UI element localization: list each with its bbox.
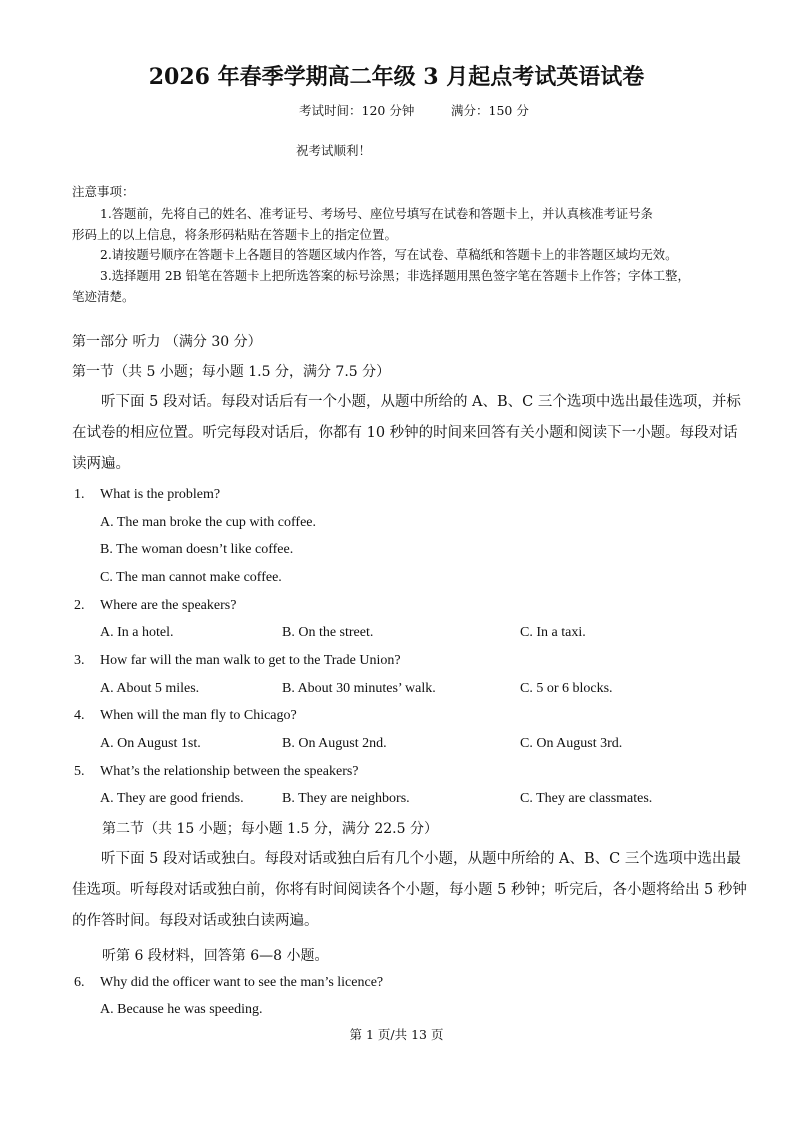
page-title: 2026 年春季学期高二年级 3 月起点考试英语试卷 <box>148 64 645 90</box>
option-a: A. On August 1st. <box>100 736 201 751</box>
part1-heading: 第一部分 听力 （满分 30 分） <box>72 334 262 350</box>
option-c: C. The man cannot make coffee. <box>100 570 282 585</box>
option-c: C. In a taxi. <box>520 625 586 640</box>
question-text: Why did the officer want to see the man’s licence? <box>100 975 384 990</box>
question-text: When will the man fly to Chicago? <box>100 708 297 723</box>
question-text: Where are the speakers? <box>100 598 237 613</box>
question-text: What is the problem? <box>100 487 221 502</box>
option-a: A. In a hotel. <box>100 625 174 640</box>
option-a: A. They are good friends. <box>100 791 244 806</box>
option-c: C. On August 3rd. <box>520 736 623 751</box>
notice-item-1-line-1: 1.答题前，先将自己的姓名、准考证号、考场号、座位号填写在试卷和答题卡上，并认真核准考证号条 <box>100 207 653 221</box>
option-b: B. They are neighbors. <box>282 791 410 806</box>
option-a: A. The man broke the cup with coffee. <box>100 515 317 530</box>
section1-instructions: 听下面 5 段对话。每段对话后有一个小题，从题中所给的 A、B、C 三个选项中选出最佳选项，并标在试卷的相应位置。听完每段对话后，你都有 10 秒钟的时间来回答有关小题和阅读下一小题。每段对话读两遍。 <box>72 394 741 472</box>
notice-item-1-line-2: 形码上的以上信息，将条形码粘贴在答题卡上的指定位置。 <box>72 227 398 242</box>
question-number: 3. <box>74 653 85 668</box>
full-score: 满分：150 分 <box>451 103 529 118</box>
question-number: 4. <box>74 708 85 723</box>
option-a: A. About 5 miles. <box>100 681 200 696</box>
question-number: 2. <box>74 598 85 613</box>
section2-heading: 第二节（共 15 小题；每小题 1.5 分，满分 22.5 分） <box>102 821 438 837</box>
section2-instructions: 听下面 5 段对话或独白。每段对话或独白后有几个小题，从题中所给的 A、B、C 三个选项中选出最佳选项。听每段对话或独白前，你将有时间阅读各个小题，每小题 5 秒钟；听完后，各小题将给出 5 秒钟的作答时间。每段对话或独白读两遍。 <box>72 851 747 929</box>
question-number: 6. <box>74 975 85 990</box>
question-text: How far will the man walk to get to the Trade Union? <box>100 653 401 668</box>
notice-item-3-line-1: 3.选择题用 2B 铅笔在答题卡上把所选答案的标号涂黑；非选择题用黑色签字笔在答题卡上作答；字体工整， <box>100 269 690 283</box>
section1-heading: 第一节（共 5 小题；每小题 1.5 分，满分 7.5 分） <box>72 364 391 380</box>
notice-item-2: 2.请按题号顺序在答题卡上各题目的答题区域内作答，写在试卷、草稿纸和答题卡上的非答题区域均无效。 <box>100 248 678 262</box>
material-6-instruction: 听第 6 段材料，回答第 6—8 小题。 <box>102 948 329 964</box>
option-a: A. Because he was speeding. <box>100 1002 263 1017</box>
question-text: What’s the relationship between the speakers? <box>100 764 359 779</box>
wish-text: 祝考试顺利！ <box>296 143 372 158</box>
notice-item-3-line-2: 笔迹清楚。 <box>72 289 135 304</box>
option-c: C. 5 or 6 blocks. <box>520 681 613 696</box>
notice-heading: 注意事项： <box>72 184 135 199</box>
option-b: B. The woman doesn’t like coffee. <box>100 542 294 557</box>
option-b: B. On the street. <box>282 625 374 640</box>
option-b: B. About 30 minutes’ walk. <box>282 681 436 696</box>
page-number: 第 1 页/共 13 页 <box>349 1027 444 1042</box>
option-c: C. They are classmates. <box>520 791 653 806</box>
question-number: 1. <box>74 487 85 502</box>
question-number: 5. <box>74 764 85 779</box>
option-b: B. On August 2nd. <box>282 736 387 751</box>
exam-time: 考试时间：120 分钟 <box>299 103 415 118</box>
